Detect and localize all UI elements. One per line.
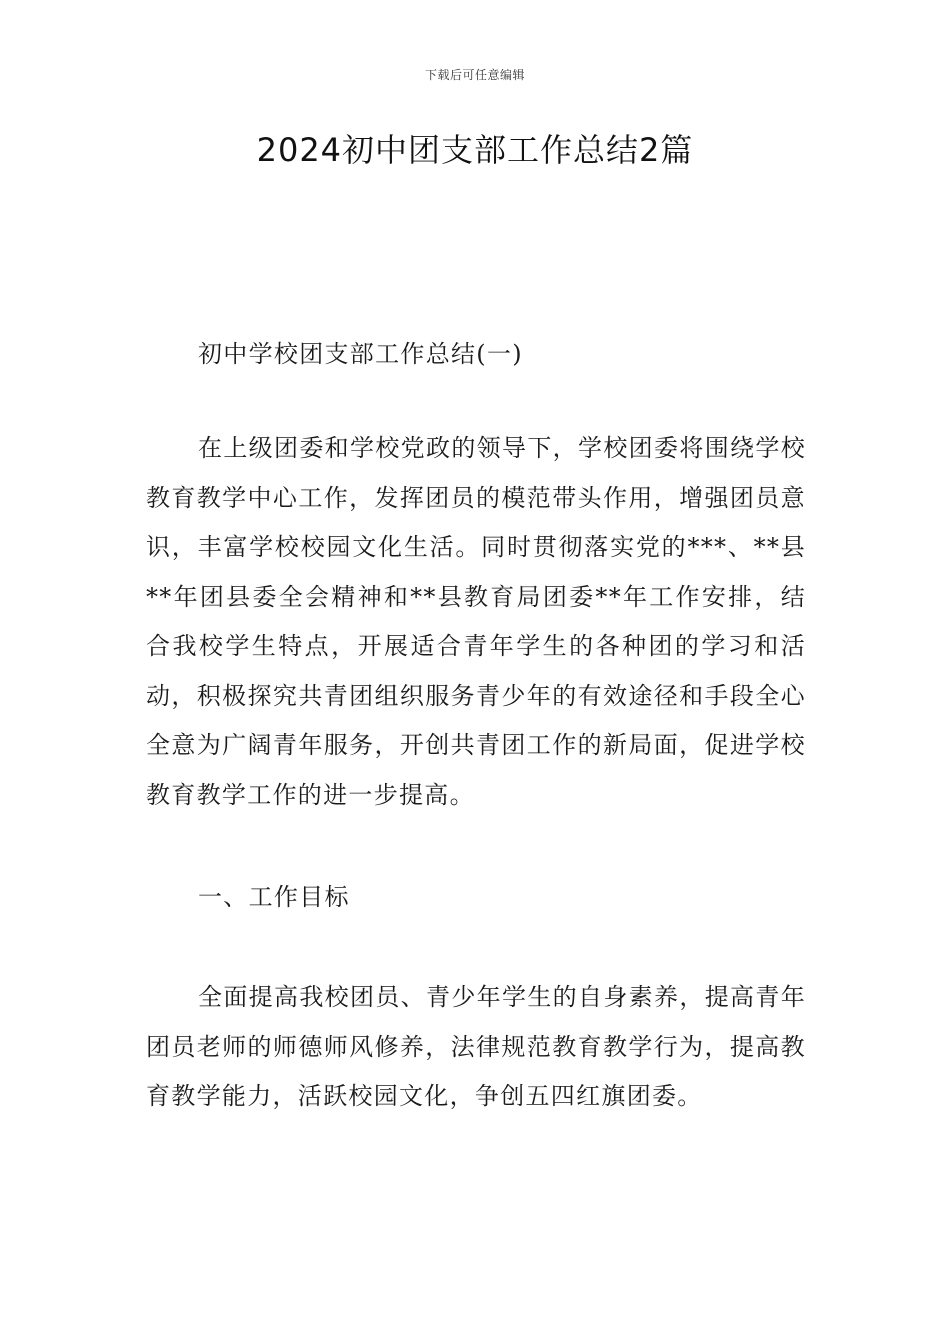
section-1-block: [146, 873, 806, 923]
document-subtitle-block: [146, 330, 806, 380]
paragraph-2: 全面提高我校团员、青少年学生的自身素养，提高青年团员老师的师德师风修养，法律规范教育教学行为，提高教育教学能力，活跃校园文化，争创五四红旗团委。: [146, 983, 806, 1110]
paragraph-1-block: [146, 424, 806, 820]
section-1-heading: 一、工作目标: [198, 883, 350, 911]
document-subtitle: 初中学校团支部工作总结(一): [198, 340, 523, 368]
header-note: 下载后可任意编辑: [424, 68, 525, 82]
document-title: 2024初中团支部工作总结2篇: [256, 131, 694, 169]
paragraph-1: 在上级团委和学校党政的领导下，学校团委将围绕学校教育教学中心工作，发挥团员的模范带头作用，增强团员意识，丰富学校校园文化生活。同时贯彻落实党的***、**县**年团县委全会精神和**县教育局团委**年工作安排，结合我校学生特点，开展适合青年学生的各种团的学习和活动，积极探究共青团组织服务青少年的有效途径和手段全心全意为广阔青年服务，开创共青团工作的新局面，促进学校教育教学工作的进一步提高。: [146, 434, 806, 809]
paragraph-2-block: [146, 973, 806, 1122]
